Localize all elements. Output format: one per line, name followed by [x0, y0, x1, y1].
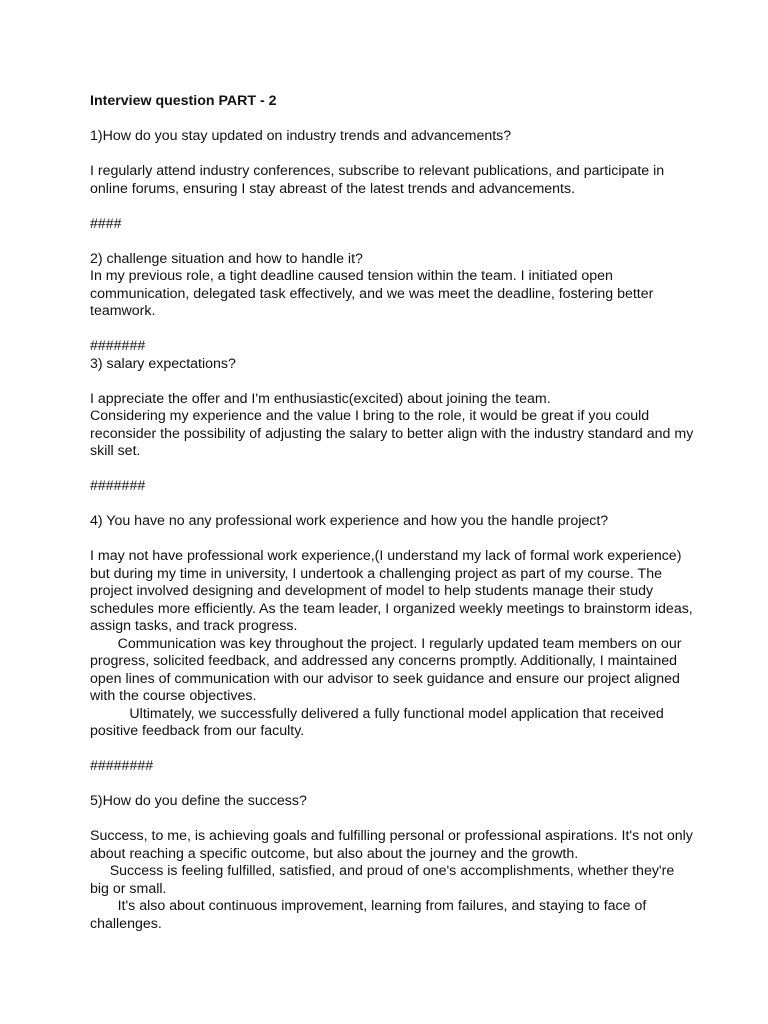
- separator: ########: [90, 758, 154, 774]
- document-title: Interview question PART - 2: [90, 93, 277, 109]
- question-3: 3) salary expectations?: [90, 355, 236, 372]
- answer-5-line: Success, to me, is achieving goals and fulfilling personal or professional aspirations. It's not only: [90, 828, 693, 844]
- answer-5-line: Success is feeling fulfilled, satisfied, and proud of one's accomplishments, whether they're: [90, 863, 675, 879]
- answer-5-line: challenges.: [90, 915, 162, 932]
- question-2: 2) challenge situation and how to handle it?: [90, 250, 363, 267]
- separator: #######: [90, 478, 146, 494]
- spacer: [90, 811, 690, 829]
- spacer: [90, 373, 690, 391]
- question-4: 4) You have no any professional work experience and how you the handle project?: [90, 513, 609, 529]
- answer-5-line: It's also about continuous improvement, learning from failures, and staying to face of: [90, 898, 647, 914]
- answer-2-line: In my previous role, a tight deadline caused tension within the team. I initiated open: [90, 268, 613, 284]
- answer-3-line: Considering my experience and the value I bring to the role, it would be great if you could: [90, 408, 650, 424]
- answer-3-line: skill set.: [90, 443, 141, 459]
- answer-4-line: I may not have professional work experience,(I understand my lack of formal work experience): [90, 548, 682, 564]
- spacer: [90, 461, 690, 479]
- answer-5-line: about reaching a specific outcome, but also about the journey and the growth.: [90, 845, 579, 862]
- answer-4-line: with the course objectives.: [90, 688, 257, 704]
- spacer: [90, 321, 690, 339]
- spacer: [90, 776, 690, 794]
- answer-4-line: project involved designing and development of model to help students manage their study: [90, 583, 654, 599]
- answer-4-line: progress, solicited feedback, and addressed any concerns promptly. Additionally, I maintained: [90, 653, 678, 669]
- answer-3-line: I appreciate the offer and I'm enthusiastic(excited) about joining the team.: [90, 390, 551, 407]
- separator: #######: [90, 338, 146, 354]
- answer-4-line: assign tasks, and track progress.: [90, 618, 298, 634]
- answer-4-line: Communication was key throughout the project. I regularly updated team members on our: [90, 635, 682, 652]
- spacer: [90, 198, 690, 216]
- answer-4-line: positive feedback from our faculty.: [90, 723, 305, 739]
- spacer: [90, 496, 690, 514]
- answer-2-line: communication, delegated task effectively, and we was meet the deadline, fostering better: [90, 285, 654, 302]
- spacer: [90, 741, 690, 759]
- answer-4-line: but during my time in university, I undertook a challenging project as part of my course. The: [90, 565, 662, 582]
- spacer: [90, 233, 690, 251]
- answer-1-line: online forums, ensuring I stay abreast of the latest trends and advancements.: [90, 180, 576, 197]
- answer-4-line: schedules more efficiently. As the team leader, I organized weekly meetings to brainstorm ideas,: [90, 600, 693, 617]
- answer-4-line: Ultimately, we successfully delivered a fully functional model application that received: [90, 705, 664, 722]
- question-1: 1)How do you stay updated on industry trends and advancements?: [90, 128, 512, 144]
- question-5: 5)How do you define the success?: [90, 793, 307, 809]
- spacer: [90, 531, 690, 549]
- document-page: [90, 93, 694, 933]
- separator: ####: [90, 215, 122, 232]
- answer-3-line: reconsider the possibility of adjusting the salary to better align with the industry standard and my: [90, 425, 694, 442]
- spacer: [90, 111, 690, 129]
- spacer: [90, 146, 690, 164]
- answer-5-line: big or small.: [90, 880, 167, 897]
- answer-2-line: teamwork.: [90, 303, 156, 319]
- answer-4-line: open lines of communication with our advisor to seek guidance and ensure our project aligned: [90, 670, 680, 687]
- answer-1-line: I regularly attend industry conferences, subscribe to relevant publications, and participate in: [90, 163, 665, 179]
